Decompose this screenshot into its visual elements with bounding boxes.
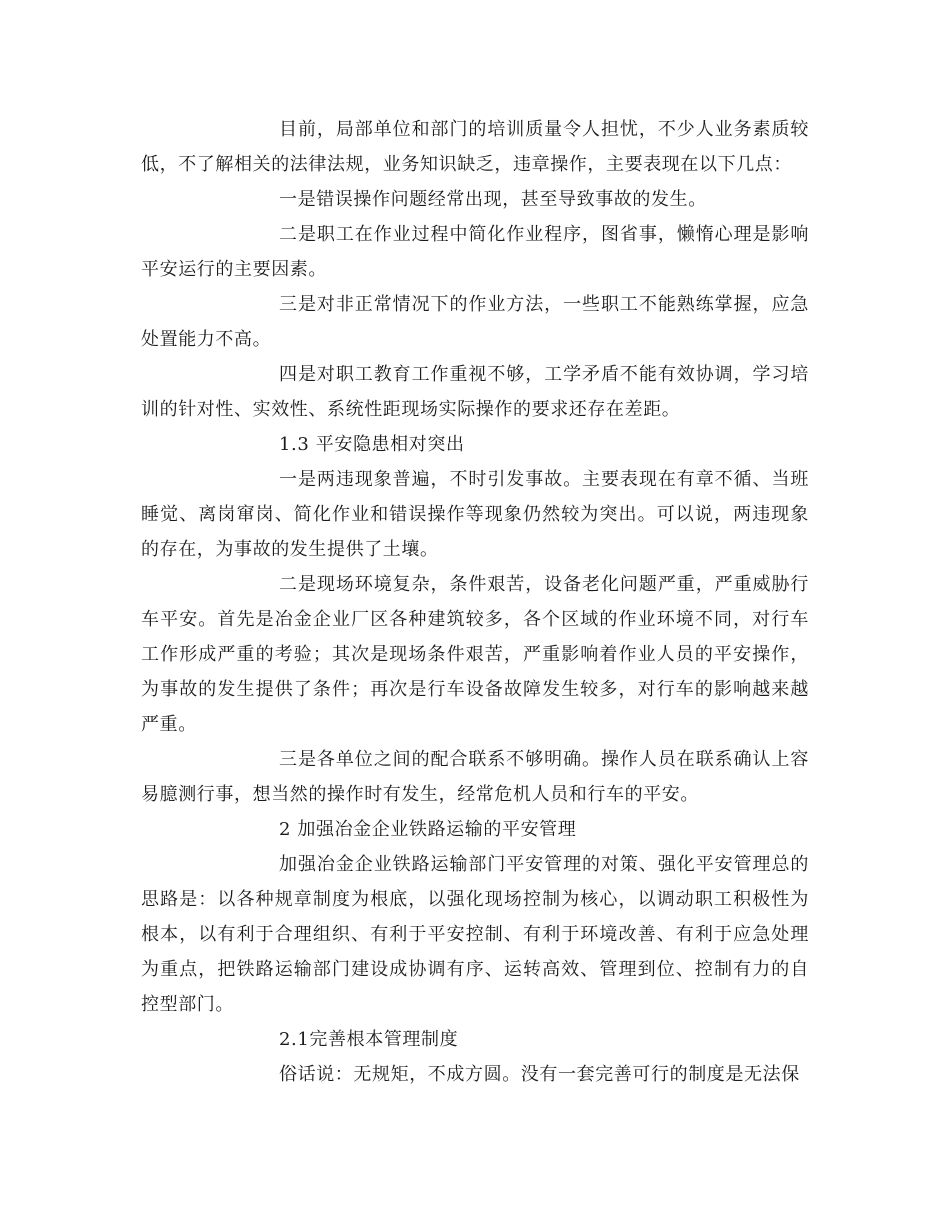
section-heading-2-1: 2.1完善根本管理制度 bbox=[279, 1029, 459, 1050]
document-body bbox=[141, 112, 809, 1092]
paragraph-hazard-one: 一是两违现象普遍，不时引发事故。主要表现在有章不循、当班睡觉、离岗窜岗、简化作业和错误操作等现象仍然较为突出。可以说，两违现象的存在，为事故的发生提供了土壤。 bbox=[141, 469, 809, 560]
paragraph-hazard-three: 三是各单位之间的配合联系不够明确。操作人员在联系确认上容易臆测行事，想当然的操作时有发生，经常危机人员和行车的平安。 bbox=[141, 749, 809, 805]
paragraph-training-quality: 目前，局部单位和部门的培训质量令人担忧，不少人业务素质较低，不了解相关的法律法规，业务知识缺乏，违章操作，主要表现在以下几点： bbox=[141, 119, 809, 175]
paragraph-point-three: 三是对非正常情况下的作业方法，一些职工不能熟练掌握，应急处置能力不高。 bbox=[141, 294, 809, 350]
section-heading-2: 2 加强冶金企业铁路运输的平安管理 bbox=[279, 819, 577, 840]
paragraph-point-one: 一是错误操作问题经常出现，甚至导致事故的发生。 bbox=[279, 189, 707, 210]
paragraph-point-two: 二是职工在作业过程中简化作业程序，图省事，懒惰心理是影响平安运行的主要因素。 bbox=[141, 224, 809, 280]
paragraph-point-four: 四是对职工教育工作重视不够，工学矛盾不能有效协调，学习培训的针对性、实效性、系统性距现场实际操作的要求还存在差距。 bbox=[141, 364, 809, 420]
paragraph-hazard-two: 二是现场环境复杂，条件艰苦，设备老化问题严重，严重威胁行车平安。首先是冶金企业厂区各种建筑较多，各个区域的作业环境不同，对行车工作形成严重的考验；其次是现场条件艰苦，严重影响着作业人员的平安操作，为事故的发生提供了条件；再次是行车设备故障发生较多，对行车的影响越来越严重。 bbox=[141, 574, 809, 735]
paragraph-rules-proverb: 俗话说：无规矩，不成方圆。没有一套完善可行的制度是无法保 bbox=[279, 1064, 800, 1085]
paragraph-management-approach: 加强冶金企业铁路运输部门平安管理的对策、强化平安管理总的思路是：以各种规章制度为根底，以强化现场控制为核心，以调动职工积极性为根本，以有利于合理组织、有利于平安控制、有利于环境改善、有利于应急处理为重点，把铁路运输部门建设成协调有序、运转高效、管理到位、控制有力的自控型部门。 bbox=[141, 854, 809, 1015]
section-heading-1-3: 1.3 平安隐患相对突出 bbox=[279, 434, 465, 455]
